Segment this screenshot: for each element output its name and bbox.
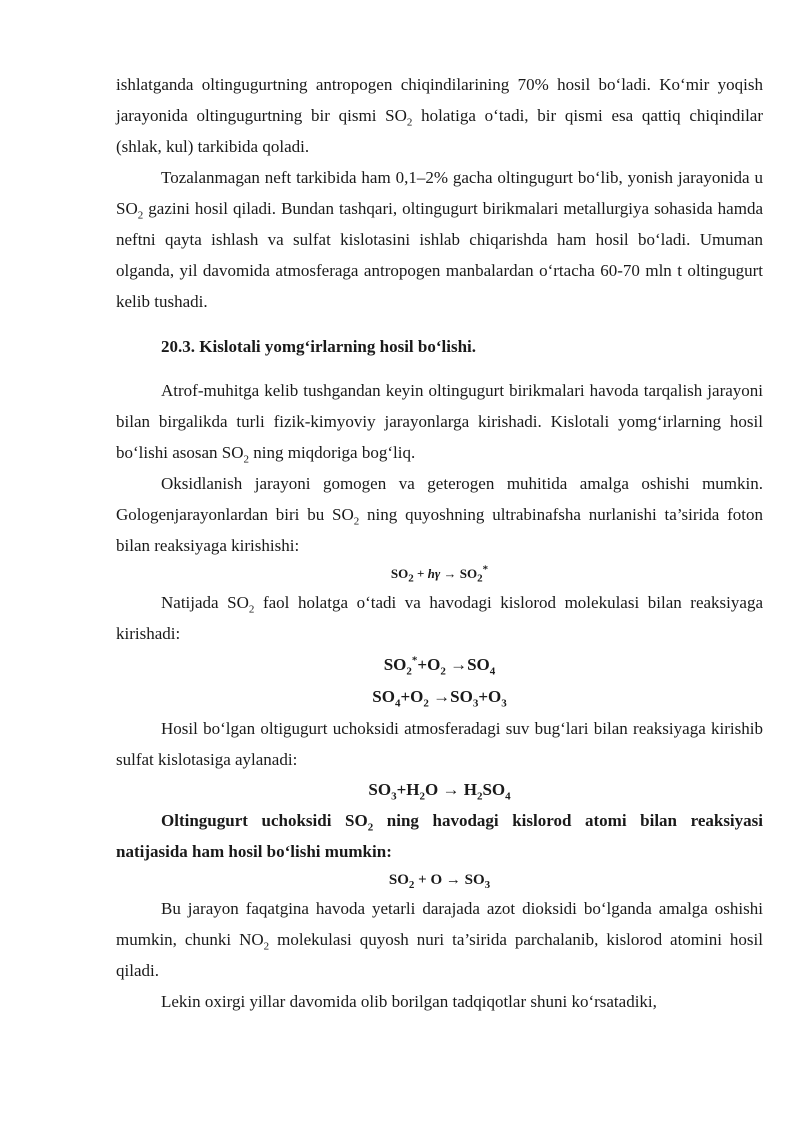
text-segment: SO	[482, 780, 506, 799]
chemical-equation	[116, 775, 763, 805]
text-segment: 2	[423, 697, 429, 710]
text-segment: 2	[477, 572, 483, 585]
text-segment: Atrof-muhitga kelib tushgandan keyin oltingugurt birikmalari havoda tarqalish jarayoni bilan birgalikda turli fizik-kimyoviy jarayonlarga kirishadi. Kislotali yomgʻirlarning hosil boʻlishi asosan SO	[116, 381, 763, 462]
text-segment: 2	[406, 116, 413, 129]
chemical-equation	[116, 649, 763, 681]
text-segment: ning havodagi kislorod atomi bilan reaksiyasi natijasida ham hosil boʻlishi mumkin:	[116, 811, 763, 861]
text-segment: 2	[408, 572, 414, 585]
body-paragraph	[116, 375, 763, 468]
text-segment: 3	[501, 697, 507, 710]
text-segment: SO	[383, 655, 407, 674]
text-segment: +H	[396, 780, 420, 799]
text-segment: 2	[353, 515, 360, 528]
text-segment: 3	[484, 879, 491, 891]
page-content	[116, 69, 763, 1017]
text-segment: 3	[391, 790, 397, 803]
body-paragraph	[116, 986, 763, 1017]
body-paragraph	[116, 468, 763, 561]
text-segment: 2	[419, 790, 425, 803]
text-segment: 2	[476, 790, 483, 803]
text-segment: ning miqdoriga bogʻliq.	[249, 443, 416, 462]
body-paragraph	[116, 587, 763, 649]
text-segment: Oltingugurt uchoksidi SO	[161, 811, 368, 830]
text-segment: *	[411, 654, 418, 667]
text-segment: 2	[263, 940, 270, 953]
text-segment: +O	[478, 687, 502, 706]
text-segment: →SO	[445, 655, 490, 674]
text-segment: holatiga oʻtadi, bir qismi esa qattiq chiqindilar (shlak, kul) tarkibida qoladi.	[116, 106, 764, 156]
text-segment: + O → SO	[414, 872, 485, 888]
bold-paragraph	[116, 805, 763, 867]
text-segment: 4	[489, 665, 496, 678]
text-segment: faol holatga oʻtadi va havodagi kislorod molekulasi bilan reaksiyaga kirishadi:	[116, 593, 763, 643]
chemical-equation	[116, 681, 763, 713]
text-segment: *	[482, 563, 489, 576]
text-segment: hγ	[427, 566, 441, 581]
text-segment: 3	[472, 697, 479, 710]
text-segment: +O	[400, 687, 424, 706]
text-segment: 2	[367, 821, 374, 834]
text-segment: 2	[243, 453, 249, 466]
text-segment: 2	[440, 665, 446, 678]
text-segment: SO	[388, 872, 409, 888]
text-segment: ishlatganda oltingugurtning antropogen chiqindilarining 70% hosil boʻladi. Koʻmir yoqish jarayonida oltingugurtning bir qismi SO	[116, 75, 763, 125]
text-segment: +	[413, 566, 428, 581]
text-segment: SO	[368, 780, 392, 799]
text-segment: Lekin oxirgi yillar davomida olib borilgan tadqiqotlar shuni koʻrsatadiki,	[161, 992, 657, 1011]
text-segment: 4	[394, 697, 401, 710]
text-segment: 2	[248, 603, 255, 616]
body-paragraph	[116, 69, 763, 162]
body-paragraph	[116, 893, 763, 986]
text-segment: SO	[390, 566, 409, 581]
text-segment: Bu jarayon faqatgina havoda yetarli darajada azot dioksidi boʻlganda amalga oshishi mumkin, chunki NO	[116, 899, 763, 949]
text-segment: → SO	[440, 566, 478, 581]
text-segment: Tozalanmagan neft tarkibida ham 0,1–2% gacha oltingugurt boʻlib, yonish jarayonida u SO	[116, 168, 763, 218]
text-segment: Natijada SO	[161, 593, 249, 612]
text-segment: O → H	[424, 780, 477, 799]
text-segment: Hosil boʻlgan oltigugurt uchoksidi atmosferadagi suv bugʻlari bilan reaksiyaga kirishib sulfat kislotasiga aylanadi:	[116, 719, 763, 769]
text-segment: 2	[408, 879, 415, 891]
text-segment: gazini hosil qiladi. Bundan tashqari, oltingugurt birikmalari metallurgiya sohasida hamda neftni qayta ishlash va sulfat kislotasini ishlab chiqarishda ham hosil boʻladi. Umuman olganda, yil davomida atmosferaga antropogen manbalardan oʻrtacha 60-70 mln t oltingugurt kelib tushadi.	[116, 199, 763, 311]
text-segment: 4	[505, 790, 511, 803]
section-heading	[116, 331, 763, 362]
body-paragraph	[116, 162, 763, 317]
text-segment: 2	[406, 665, 412, 678]
text-segment: →SO	[428, 687, 473, 706]
text-segment: ning quyoshning ultrabinafsha nurlanishi ta’sirida foton bilan reaksiyaga kirishishi:	[116, 505, 763, 555]
chemical-equation	[116, 561, 763, 587]
chemical-equation	[116, 867, 763, 893]
text-segment: 20.3. Kislotali yomgʻirlarning hosil boʻlishi.	[161, 337, 477, 356]
text-segment: Oksidlanish jarayoni gomogen va geterogen muhitida amalga oshishi mumkin. Gologenjarayonlardan biri bu SO	[116, 474, 763, 524]
text-segment: +O	[417, 655, 441, 674]
body-paragraph	[116, 713, 763, 775]
text-segment: molekulasi quyosh nuri ta’sirida parchalanib, kislorod atomini hosil qiladi.	[116, 930, 763, 980]
text-segment: SO	[372, 687, 395, 706]
text-segment: 2	[137, 209, 144, 222]
